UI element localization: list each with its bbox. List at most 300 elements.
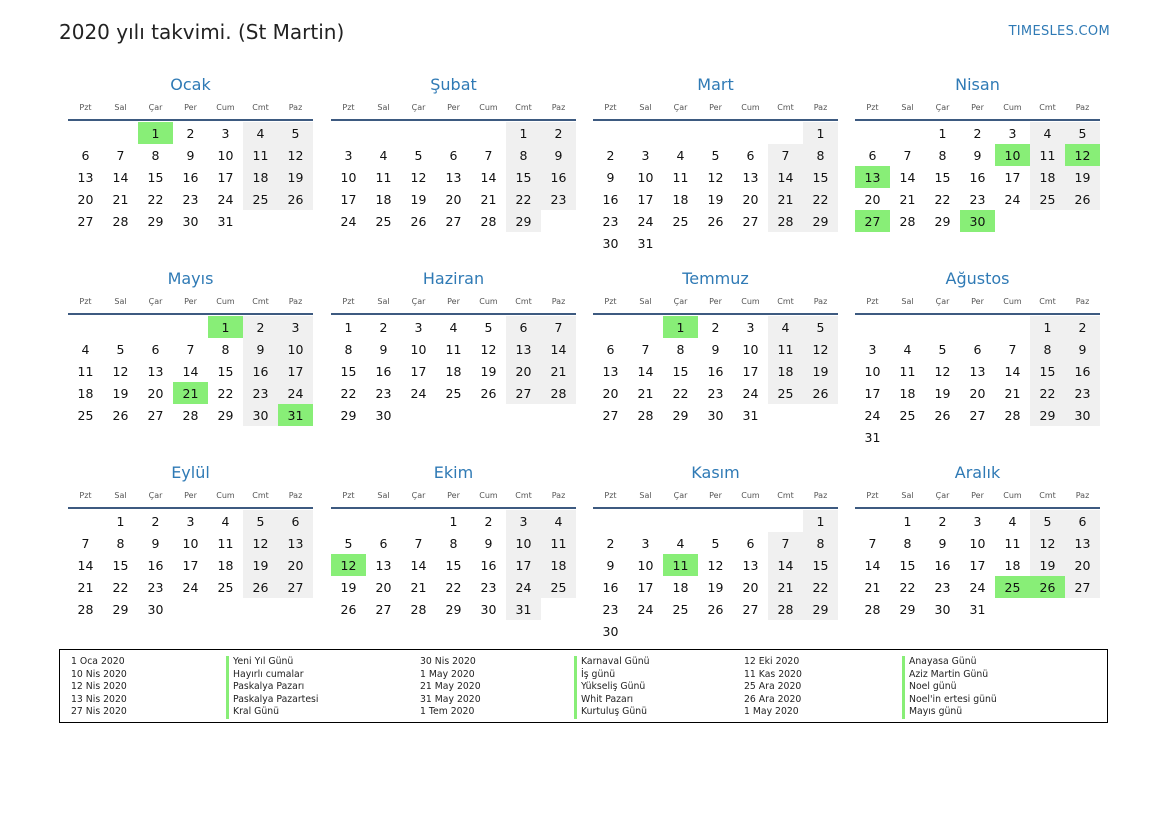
day-cell: 3 xyxy=(868,341,877,357)
empty-cell xyxy=(855,510,890,532)
legend-holiday-name: Noel'in ertesi günü xyxy=(902,694,997,707)
day-cell: 15 xyxy=(147,169,164,185)
day-cell: 17 xyxy=(969,557,986,573)
legend-name-column xyxy=(902,656,997,719)
day-cell: 29 xyxy=(112,601,129,617)
day-cell: 12 xyxy=(480,341,497,357)
empty-cell xyxy=(331,510,366,532)
day-cell: 18 xyxy=(77,385,94,401)
weekday-label: Sal xyxy=(114,490,127,500)
empty-cell xyxy=(366,122,401,144)
legend-holiday-name: Kurtuluş Günü xyxy=(574,706,650,719)
day-cell: 22 xyxy=(803,188,838,210)
day-cell: 8 xyxy=(449,535,458,551)
weekday-label: Pzt xyxy=(342,296,355,306)
legend-date: 13 Nis 2020 xyxy=(71,693,127,705)
weekday-header xyxy=(855,98,1100,116)
day-grid xyxy=(855,316,1100,448)
day-cell: 6 xyxy=(506,316,541,338)
day-cell: 16 xyxy=(480,557,497,573)
day-cell: 9 xyxy=(379,341,388,357)
weekday-label: Çar xyxy=(148,490,163,500)
day-cell: 27 xyxy=(77,213,94,229)
day-cell: 9 xyxy=(606,557,615,573)
weekday-label: Pzt xyxy=(79,102,92,112)
day-cell: 20 xyxy=(602,385,619,401)
legend-date: 31 May 2020 xyxy=(420,693,481,705)
day-cell: 30 xyxy=(707,407,724,423)
day-cell: 30 xyxy=(182,213,199,229)
day-cell: 30 xyxy=(147,601,164,617)
month-block xyxy=(68,268,313,426)
month-block xyxy=(593,268,838,426)
day-cell: 15 xyxy=(445,557,462,573)
day-cell: 16 xyxy=(707,363,724,379)
holiday-day-cell: 10 xyxy=(995,144,1030,166)
day-cell: 11 xyxy=(768,338,803,360)
day-cell: 7 xyxy=(186,341,195,357)
day-grid xyxy=(855,510,1100,620)
day-cell: 15 xyxy=(112,557,129,573)
legend-date: 27 Nis 2020 xyxy=(71,706,127,718)
month-name: Mart xyxy=(697,75,734,94)
day-cell: 26 xyxy=(707,213,724,229)
day-cell: 18 xyxy=(445,363,462,379)
empty-cell xyxy=(366,510,401,532)
weekday-label: Sal xyxy=(639,296,652,306)
day-cell: 9 xyxy=(186,147,195,163)
day-cell: 6 xyxy=(1065,510,1100,532)
empty-cell xyxy=(103,316,138,338)
day-cell: 16 xyxy=(541,166,576,188)
empty-cell xyxy=(593,316,628,338)
day-cell: 23 xyxy=(182,191,199,207)
weekday-label: Sal xyxy=(377,102,390,112)
day-cell: 14 xyxy=(768,554,803,576)
legend-date: 11 Kas 2020 xyxy=(744,668,802,680)
day-cell: 13 xyxy=(969,363,986,379)
day-cell: 7 xyxy=(768,144,803,166)
day-cell: 24 xyxy=(637,213,654,229)
day-cell: 2 xyxy=(973,125,982,141)
month-block xyxy=(593,462,838,642)
day-cell: 20 xyxy=(77,191,94,207)
legend-date: 26 Ara 2020 xyxy=(744,693,802,705)
day-cell: 2 xyxy=(606,535,615,551)
weekday-label: Cmt xyxy=(1039,296,1056,306)
day-cell: 11 xyxy=(1030,144,1065,166)
day-cell: 6 xyxy=(449,147,458,163)
day-cell: 21 xyxy=(480,191,497,207)
day-cell: 19 xyxy=(410,191,427,207)
day-cell: 1 xyxy=(1030,316,1065,338)
legend-holiday-name: İş günü xyxy=(574,669,650,682)
day-cell: 3 xyxy=(1008,125,1017,141)
weekday-label: Paz xyxy=(551,490,566,500)
day-cell: 2 xyxy=(606,147,615,163)
day-cell: 30 xyxy=(375,407,392,423)
day-cell: 12 xyxy=(1030,532,1065,554)
day-cell: 7 xyxy=(541,316,576,338)
day-cell: 16 xyxy=(602,579,619,595)
day-cell: 21 xyxy=(637,385,654,401)
day-cell: 18 xyxy=(243,166,278,188)
empty-cell xyxy=(733,510,768,532)
month-name: Kasım xyxy=(691,463,740,482)
day-cell: 3 xyxy=(973,513,982,529)
weekday-label: Çar xyxy=(148,102,163,112)
day-cell: 23 xyxy=(602,601,619,617)
day-cell: 27 xyxy=(445,213,462,229)
day-cell: 1 xyxy=(506,122,541,144)
weekday-label: Cmt xyxy=(252,296,269,306)
day-cell: 10 xyxy=(864,363,881,379)
weekday-label: Cmt xyxy=(515,296,532,306)
day-cell: 28 xyxy=(768,598,803,620)
day-cell: 20 xyxy=(742,191,759,207)
day-cell: 23 xyxy=(147,579,164,595)
day-cell: 19 xyxy=(803,360,838,382)
day-cell: 19 xyxy=(243,554,278,576)
month-block xyxy=(68,74,313,232)
day-cell: 13 xyxy=(147,363,164,379)
day-cell: 7 xyxy=(868,535,877,551)
empty-cell xyxy=(698,510,733,532)
day-cell: 8 xyxy=(506,144,541,166)
day-cell: 26 xyxy=(112,407,129,423)
day-cell: 16 xyxy=(182,169,199,185)
day-cell: 8 xyxy=(151,147,160,163)
weekday-label: Per xyxy=(709,102,722,112)
weekday-label: Pzt xyxy=(604,102,617,112)
empty-cell xyxy=(331,122,366,144)
day-cell: 17 xyxy=(410,363,427,379)
holiday-day-cell: 21 xyxy=(173,382,208,404)
day-cell: 27 xyxy=(278,576,313,598)
day-cell: 24 xyxy=(340,213,357,229)
month-name: Eylül xyxy=(171,463,210,482)
day-cell: 13 xyxy=(742,169,759,185)
day-cell: 10 xyxy=(742,341,759,357)
day-cell: 14 xyxy=(480,169,497,185)
weekday-label: Sal xyxy=(377,296,390,306)
day-cell: 14 xyxy=(864,557,881,573)
day-cell: 13 xyxy=(375,557,392,573)
weekday-label: Per xyxy=(447,102,460,112)
day-cell: 5 xyxy=(1065,122,1100,144)
day-cell: 10 xyxy=(217,147,234,163)
day-cell: 29 xyxy=(506,210,541,232)
month-name: Haziran xyxy=(422,269,485,288)
weekday-label: Cum xyxy=(741,102,760,112)
day-cell: 4 xyxy=(541,510,576,532)
day-cell: 30 xyxy=(602,623,619,639)
day-cell: 29 xyxy=(803,210,838,232)
empty-cell xyxy=(401,510,436,532)
legend-date: 12 Eki 2020 xyxy=(744,656,800,667)
day-cell: 8 xyxy=(221,341,230,357)
day-cell: 9 xyxy=(973,147,982,163)
day-cell: 6 xyxy=(151,341,160,357)
day-cell: 26 xyxy=(1065,188,1100,210)
legend-date: 1 May 2020 xyxy=(744,706,799,718)
day-cell: 8 xyxy=(676,341,685,357)
day-cell: 21 xyxy=(899,191,916,207)
day-cell: 17 xyxy=(864,385,881,401)
day-cell: 21 xyxy=(112,191,129,207)
day-cell: 22 xyxy=(803,576,838,598)
month-name: Şubat xyxy=(430,75,477,94)
day-grid xyxy=(331,510,576,620)
day-cell: 24 xyxy=(506,576,541,598)
day-cell: 15 xyxy=(899,557,916,573)
day-cell: 10 xyxy=(340,169,357,185)
day-cell: 29 xyxy=(672,407,689,423)
day-cell: 16 xyxy=(969,169,986,185)
empty-cell xyxy=(768,122,803,144)
day-cell: 10 xyxy=(278,338,313,360)
day-cell: 7 xyxy=(116,147,125,163)
weekday-label: Çar xyxy=(673,296,688,306)
day-cell: 15 xyxy=(672,363,689,379)
day-cell: 18 xyxy=(375,191,392,207)
day-cell: 24 xyxy=(969,579,986,595)
weekday-label: Per xyxy=(447,296,460,306)
day-cell: 26 xyxy=(278,188,313,210)
day-cell: 9 xyxy=(606,169,615,185)
weekday-label: Cmt xyxy=(777,102,794,112)
weekday-label: Cum xyxy=(1003,102,1022,112)
day-cell: 22 xyxy=(672,385,689,401)
weekday-label: Cum xyxy=(216,296,235,306)
day-cell: 25 xyxy=(1030,188,1065,210)
day-cell: 21 xyxy=(541,360,576,382)
day-cell: 28 xyxy=(480,213,497,229)
day-cell: 13 xyxy=(602,363,619,379)
empty-cell xyxy=(855,316,890,338)
header-divider xyxy=(855,119,1100,121)
holiday-day-cell: 11 xyxy=(663,554,698,576)
weekday-label: Paz xyxy=(813,296,828,306)
day-cell: 10 xyxy=(969,535,986,551)
day-cell: 18 xyxy=(768,360,803,382)
weekday-label: Pzt xyxy=(604,490,617,500)
day-cell: 19 xyxy=(340,579,357,595)
weekday-label: Sal xyxy=(901,490,914,500)
day-cell: 14 xyxy=(637,363,654,379)
weekday-label: Cum xyxy=(479,102,498,112)
header-divider xyxy=(855,507,1100,509)
month-name: Temmuz xyxy=(682,269,749,288)
day-cell: 17 xyxy=(637,191,654,207)
day-grid xyxy=(68,122,313,232)
header-divider xyxy=(593,313,838,315)
empty-cell xyxy=(960,316,995,338)
holiday-day-cell: 25 xyxy=(995,576,1030,598)
day-cell: 4 xyxy=(379,147,388,163)
empty-cell xyxy=(68,316,103,338)
empty-cell xyxy=(138,316,173,338)
day-cell: 20 xyxy=(1065,554,1100,576)
day-cell: 10 xyxy=(506,532,541,554)
legend-date: 1 Tem 2020 xyxy=(420,706,475,718)
day-cell: 1 xyxy=(938,125,947,141)
day-cell: 2 xyxy=(243,316,278,338)
day-cell: 3 xyxy=(278,316,313,338)
day-cell: 1 xyxy=(344,319,353,335)
weekday-header xyxy=(593,98,838,116)
day-cell: 15 xyxy=(340,363,357,379)
day-cell: 23 xyxy=(602,213,619,229)
day-cell: 25 xyxy=(445,385,462,401)
day-cell: 21 xyxy=(77,579,94,595)
day-cell: 11 xyxy=(77,363,94,379)
weekday-label: Cmt xyxy=(252,490,269,500)
weekday-label: Çar xyxy=(411,296,426,306)
day-cell: 13 xyxy=(77,169,94,185)
day-cell: 31 xyxy=(969,601,986,617)
day-cell: 20 xyxy=(969,385,986,401)
day-cell: 29 xyxy=(147,213,164,229)
day-cell: 17 xyxy=(637,579,654,595)
weekday-label: Sal xyxy=(114,296,127,306)
day-cell: 2 xyxy=(151,513,160,529)
day-cell: 6 xyxy=(868,147,877,163)
day-cell: 12 xyxy=(707,169,724,185)
weekday-label: Çar xyxy=(935,490,950,500)
day-cell: 24 xyxy=(864,407,881,423)
empty-cell xyxy=(593,122,628,144)
weekday-label: Cum xyxy=(1003,296,1022,306)
legend-holiday-name: Paskalya Pazarı xyxy=(226,681,318,694)
day-cell: 5 xyxy=(484,319,493,335)
empty-cell xyxy=(628,316,663,338)
weekday-label: Pzt xyxy=(79,296,92,306)
day-cell: 18 xyxy=(672,579,689,595)
day-cell: 23 xyxy=(1065,382,1100,404)
day-cell: 5 xyxy=(243,510,278,532)
header-divider xyxy=(593,119,838,121)
legend-date: 12 Nis 2020 xyxy=(71,681,127,693)
weekday-label: Paz xyxy=(288,490,303,500)
day-cell: 9 xyxy=(484,535,493,551)
day-cell: 21 xyxy=(864,579,881,595)
day-cell: 2 xyxy=(938,513,947,529)
day-cell: 20 xyxy=(278,554,313,576)
empty-cell xyxy=(663,510,698,532)
day-cell: 25 xyxy=(375,213,392,229)
day-cell: 22 xyxy=(340,385,357,401)
day-cell: 26 xyxy=(410,213,427,229)
day-cell: 20 xyxy=(445,191,462,207)
day-cell: 20 xyxy=(375,579,392,595)
day-cell: 10 xyxy=(637,557,654,573)
legend-date: 1 May 2020 xyxy=(420,668,475,680)
day-cell: 7 xyxy=(414,535,423,551)
day-cell: 25 xyxy=(672,601,689,617)
day-cell: 3 xyxy=(186,513,195,529)
day-cell: 28 xyxy=(541,382,576,404)
legend-date: 21 May 2020 xyxy=(420,681,481,693)
weekday-label: Çar xyxy=(935,296,950,306)
day-cell: 21 xyxy=(1004,385,1021,401)
empty-cell xyxy=(173,316,208,338)
day-cell: 7 xyxy=(903,147,912,163)
weekday-label: Cum xyxy=(1003,490,1022,500)
month-block xyxy=(855,74,1100,232)
day-cell: 11 xyxy=(445,341,462,357)
day-cell: 14 xyxy=(77,557,94,573)
day-cell: 12 xyxy=(934,363,951,379)
legend-holiday-name: Paskalya Pazartesi xyxy=(226,694,318,707)
weekday-label: Çar xyxy=(148,296,163,306)
weekday-header xyxy=(331,98,576,116)
day-grid xyxy=(593,316,838,426)
legend-name-column xyxy=(226,656,318,719)
legend-holiday-name: Mayıs günü xyxy=(902,706,997,719)
day-cell: 11 xyxy=(899,363,916,379)
day-cell: 17 xyxy=(182,557,199,573)
weekday-label: Paz xyxy=(1075,102,1090,112)
day-cell: 24 xyxy=(637,601,654,617)
day-cell: 1 xyxy=(116,513,125,529)
day-cell: 24 xyxy=(1004,191,1021,207)
weekday-label: Per xyxy=(971,490,984,500)
day-cell: 13 xyxy=(506,338,541,360)
empty-cell xyxy=(628,510,663,532)
day-cell: 11 xyxy=(1004,535,1021,551)
day-grid xyxy=(331,122,576,232)
month-name: Aralık xyxy=(954,463,1001,482)
legend-holiday-name: Noel günü xyxy=(902,681,997,694)
day-cell: 7 xyxy=(641,341,650,357)
day-cell: 12 xyxy=(410,169,427,185)
day-cell: 27 xyxy=(1065,576,1100,598)
weekday-label: Per xyxy=(709,296,722,306)
day-cell: 15 xyxy=(217,363,234,379)
day-cell: 22 xyxy=(147,191,164,207)
holiday-legend xyxy=(59,649,1108,723)
day-cell: 28 xyxy=(1004,407,1021,423)
weekday-label: Cum xyxy=(479,490,498,500)
month-name: Ocak xyxy=(170,75,211,94)
day-cell: 22 xyxy=(217,385,234,401)
day-cell: 29 xyxy=(340,407,357,423)
day-cell: 7 xyxy=(81,535,90,551)
month-block xyxy=(855,462,1100,620)
day-cell: 9 xyxy=(151,535,160,551)
day-cell: 22 xyxy=(899,579,916,595)
day-cell: 13 xyxy=(1065,532,1100,554)
weekday-label: Sal xyxy=(114,102,127,112)
day-grid xyxy=(68,316,313,426)
legend-date-column xyxy=(420,656,481,719)
day-cell: 9 xyxy=(938,535,947,551)
day-cell: 16 xyxy=(147,557,164,573)
day-cell: 21 xyxy=(768,188,803,210)
month-block xyxy=(68,462,313,620)
brand-link[interactable]: TIMESLES.COM xyxy=(1008,24,1110,39)
weekday-label: Çar xyxy=(411,490,426,500)
empty-cell xyxy=(471,122,506,144)
weekday-label: Cum xyxy=(741,490,760,500)
day-cell: 28 xyxy=(899,213,916,229)
day-cell: 14 xyxy=(182,363,199,379)
day-cell: 5 xyxy=(414,147,423,163)
day-cell: 18 xyxy=(541,554,576,576)
day-cell: 2 xyxy=(1065,316,1100,338)
day-cell: 14 xyxy=(768,166,803,188)
